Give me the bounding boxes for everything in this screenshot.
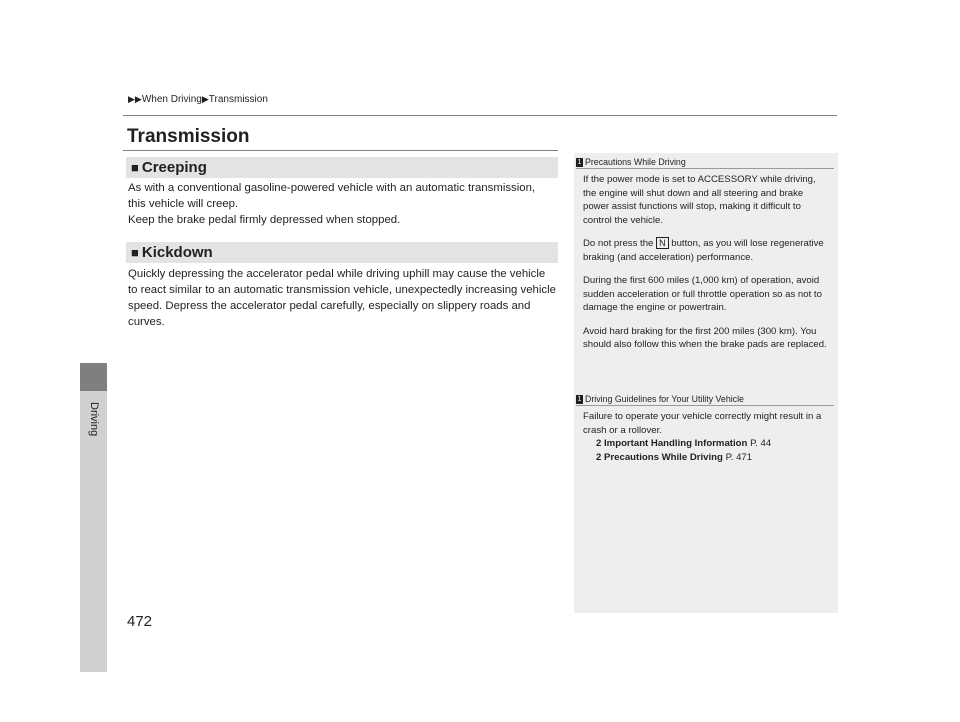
breadcrumb bbox=[128, 94, 268, 105]
xref-arrow-icon: 2 bbox=[596, 438, 602, 449]
section-body-creeping bbox=[128, 180, 568, 228]
page-number: 472 bbox=[127, 613, 153, 630]
body-line: speed. Depress the accelerator pedal carefully, especially on slippery roads and bbox=[128, 300, 531, 312]
note-heading-text: Precautions While Driving bbox=[585, 157, 686, 167]
breadcrumb-current: Transmission bbox=[208, 94, 268, 105]
section-heading-creeping bbox=[126, 157, 558, 178]
body-line: As with a conventional gasoline-powered vehicle with an automatic transmission, bbox=[128, 182, 536, 194]
breadcrumb-arrow-icon: ▶▶ bbox=[128, 94, 142, 104]
body-line: Quickly depressing the accelerator pedal while driving uphill may cause the vehicle bbox=[128, 268, 546, 280]
note-marker-icon: 1 bbox=[577, 396, 582, 403]
note-text: button, as you will lose regenerative braking (and acceleration) performance. bbox=[583, 238, 824, 263]
n-button-key-icon: N bbox=[656, 237, 669, 249]
square-bullet-icon: ■ bbox=[131, 160, 139, 175]
xref-label: Precautions While Driving bbox=[604, 451, 723, 463]
note-marker-icon: 1 bbox=[577, 159, 582, 166]
xref-arrow-icon: 2 bbox=[596, 451, 602, 463]
body-line: this vehicle will creep. bbox=[128, 198, 239, 210]
xref-page: P. 44 bbox=[750, 438, 772, 449]
note-paragraph: If the power mode is set to ACCESSORY while driving, the engine will shut down and all steering and brake power assist functions will stop, making it difficult to control the vehicle. bbox=[583, 174, 816, 226]
header-rule bbox=[123, 115, 837, 116]
section-body-kickdown bbox=[128, 266, 568, 330]
square-bullet-icon: ■ bbox=[131, 245, 139, 260]
xref-page: P. 471 bbox=[725, 451, 753, 463]
section-heading-text: Kickdown bbox=[141, 244, 213, 261]
section-heading-text: Creeping bbox=[141, 159, 207, 176]
body-line: to react similar to an automatic transmission vehicle, unexpectedly increasing vehicle bbox=[128, 284, 556, 296]
chapter-tab-marker bbox=[80, 363, 107, 391]
body-line: Keep the brake pedal firmly depressed when stopped. bbox=[128, 214, 401, 226]
note-paragraph bbox=[583, 237, 831, 264]
xref-link[interactable] bbox=[583, 451, 831, 465]
title-rule bbox=[123, 150, 558, 151]
page-title: Transmission bbox=[127, 126, 250, 147]
breadcrumb-parent[interactable]: When Driving bbox=[141, 94, 202, 105]
note-body-guidelines bbox=[583, 410, 831, 464]
note-heading-precautions bbox=[576, 157, 834, 169]
note-body-precautions bbox=[583, 173, 831, 362]
chapter-tab-label: Driving bbox=[88, 402, 100, 437]
body-line: curves. bbox=[128, 316, 165, 328]
section-heading-kickdown bbox=[126, 242, 558, 263]
note-paragraph: Avoid hard braking for the first 200 miles (300 km). You should also follow this when the brake pads are replaced. bbox=[583, 325, 827, 350]
note-paragraph: Failure to operate your vehicle correctly might result in a crash or a rollover. bbox=[583, 411, 822, 436]
xref-label: Important Handling Information bbox=[604, 438, 748, 449]
note-heading-text: Driving Guidelines for Your Utility Vehicle bbox=[585, 394, 744, 404]
note-heading-guidelines bbox=[576, 394, 834, 406]
note-paragraph: During the first 600 miles (1,000 km) of operation, avoid sudden acceleration or full throttle operation so as not to damage the engine or powertrain. bbox=[583, 275, 822, 313]
breadcrumb-arrow-icon: ▶ bbox=[201, 94, 209, 104]
xref-link[interactable] bbox=[583, 437, 831, 451]
note-text: Do not press the bbox=[583, 238, 654, 249]
